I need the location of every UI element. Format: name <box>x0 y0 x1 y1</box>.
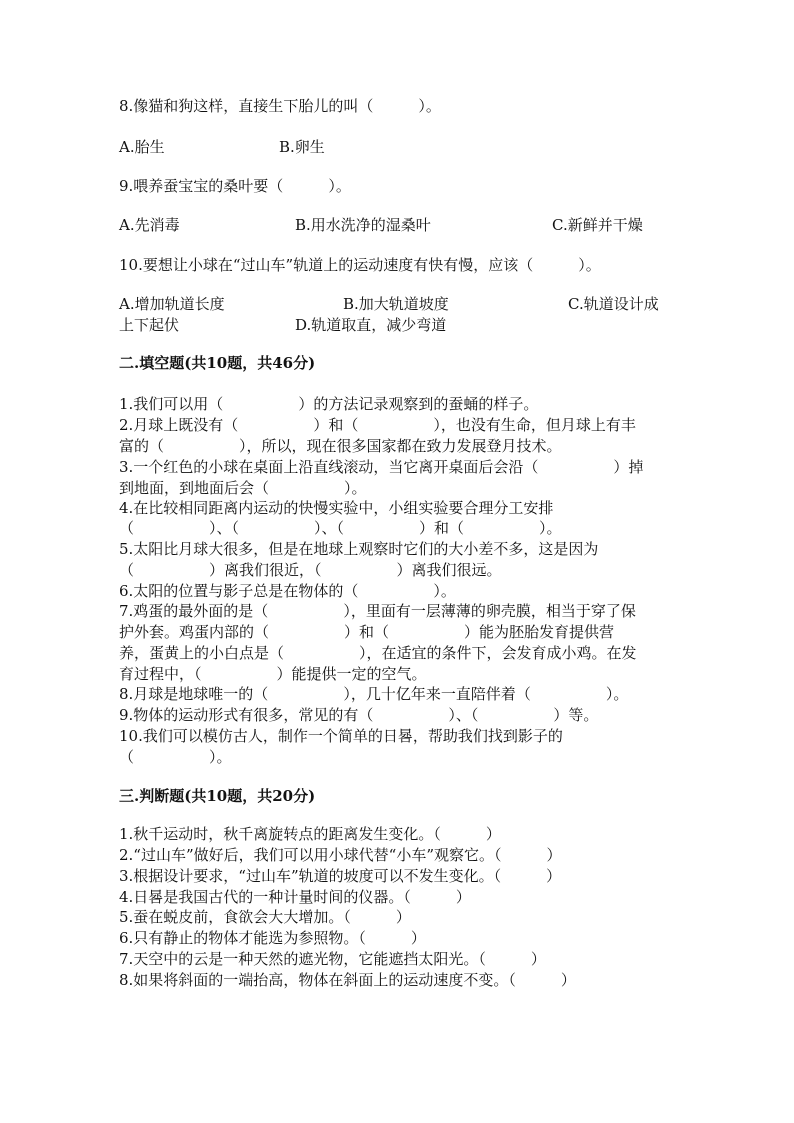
fill-line: 10.我们可以模仿古人，制作一个简单的日晷，帮助我们找到影子的 <box>119 727 563 745</box>
fill-line: 2.月球上既没有（ ）和（ ），也没有生命，但月球上有丰 <box>119 416 636 434</box>
question-9-stem: 9.喂养蚕宝宝的桑叶要（ ）。 <box>119 177 351 195</box>
judge-line: 1.秋千运动时，秋千离旋转点的距离发生变化。（ ） <box>119 825 501 843</box>
fill-line: 育过程中，（ ）能提供一定的空气。 <box>119 665 427 683</box>
fill-section-heading: 二.填空题(共10题，共46分) <box>119 354 316 372</box>
fill-line: （ ）离我们很近，（ ）离我们很远。 <box>119 561 502 579</box>
fill-line: 5.太阳比月球大很多，但是在地球上观察时它们的大小差不多，这是因为 <box>119 540 599 558</box>
fill-line: 8.月球是地球唯一的（ ），几十亿年来一直陪伴着（ ）。 <box>119 685 629 703</box>
question-10-stem: 10.要想让小球在“过山车”轨道上的运动速度有快有慢，应该（ ）。 <box>119 256 601 274</box>
question-8-stem: 8.像猫和狗这样，直接生下胎儿的叫（ ）。 <box>119 97 441 115</box>
judge-line: 5.蚕在蜕皮前，食欲会大大增加。（ ） <box>119 908 411 926</box>
question-9-option-b: B.用水洗净的湿桑叶 <box>295 216 431 234</box>
question-8-option-b: B.卵生 <box>279 138 325 156</box>
question-8-option-a: A.胎生 <box>119 138 165 156</box>
judge-line: 3.根据设计要求，“过山车”轨道的坡度可以不发生变化。（ ） <box>119 867 562 885</box>
fill-line: 4.在比较相同距离内运动的快慢实验中，小组实验要合理分工安排 <box>119 499 554 517</box>
fill-line: 护外套。鸡蛋内部的（ ）和（ ）能为胚胎发育提供营 <box>119 623 615 641</box>
question-9-option-c: C.新鲜并干燥 <box>552 216 643 234</box>
fill-line: 到地面，到地面后会（ ）。 <box>119 479 367 497</box>
fill-line: （ ）。 <box>119 748 232 766</box>
question-10-option-d: D.轨道取直，减少弯道 <box>295 316 447 334</box>
fill-line: 6.太阳的位置与影子总是在物体的（ ）。 <box>119 582 456 600</box>
fill-line: 9.物体的运动形式有很多，常见的有（ ）、（ ）等。 <box>119 706 599 724</box>
fill-line: 3.一个红色的小球在桌面上沿直线滚动，当它离开桌面后会沿（ ）掉 <box>119 458 644 476</box>
judge-line: 6.只有静止的物体才能选为参照物。（ ） <box>119 929 426 947</box>
question-10-option-a: A.增加轨道长度 <box>119 295 225 313</box>
judge-line: 8.如果将斜面的一端抬高，物体在斜面上的运动速度不变。（ ） <box>119 971 576 989</box>
question-10-option-c-continued: 上下起伏 <box>119 316 180 334</box>
question-10-option-b: B.加大轨道坡度 <box>343 295 449 313</box>
fill-line: （ ）、（ ）、（ ）和（ ）。 <box>119 519 562 537</box>
judge-line: 2.“过山车”做好后，我们可以用小球代替“小车”观察它。（ ） <box>119 846 562 864</box>
question-10-option-c: C.轨道设计成 <box>568 295 659 313</box>
judge-section-heading: 三.判断题(共10题，共20分) <box>119 787 316 805</box>
question-9-option-a: A.先消毒 <box>119 216 180 234</box>
fill-line: 养，蛋黄上的小白点是（ ），在适宜的条件下，会发育成小鸡。在发 <box>119 644 637 662</box>
fill-line: 1.我们可以用（ ）的方法记录观察到的蚕蛹的样子。 <box>119 395 539 413</box>
judge-line: 7.天空中的云是一种天然的遮光物，它能遮挡太阳光。（ ） <box>119 950 546 968</box>
judge-line: 4.日晷是我国古代的一种计量时间的仪器。（ ） <box>119 888 471 906</box>
fill-line: 富的（ ），所以，现在很多国家都在致力发展登月技术。 <box>119 437 562 455</box>
fill-line: 7.鸡蛋的最外面的是（ ），里面有一层薄薄的卵壳膜，相当于穿了保 <box>119 602 636 620</box>
